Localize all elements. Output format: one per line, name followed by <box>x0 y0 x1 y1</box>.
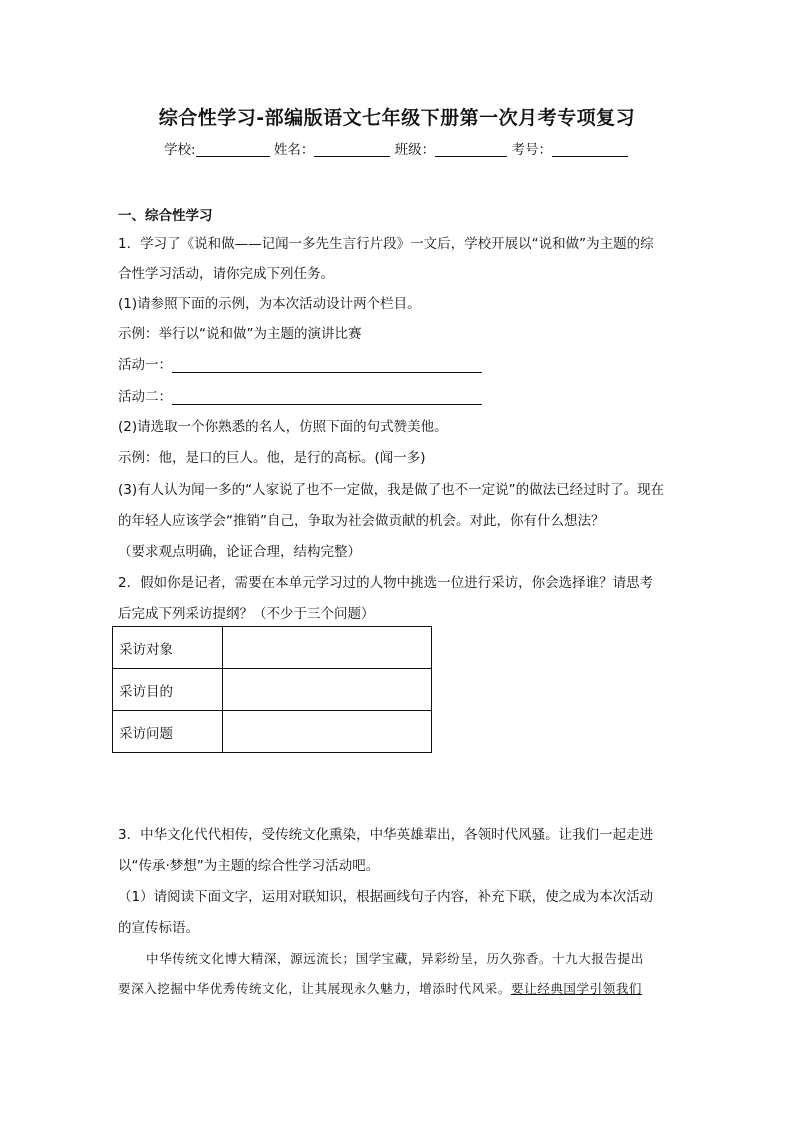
class-blank[interactable] <box>435 142 507 157</box>
table-answer-cell[interactable] <box>223 627 432 669</box>
section-heading: 一、综合性学习 <box>118 208 213 224</box>
passage-line2-plain: 要深入挖掘中华优秀传统文化，让其展现永久魅力，增添时代风采。 <box>118 981 512 996</box>
q3-sub1-line2: 的宣传标语。 <box>118 920 199 936</box>
activity1-row <box>118 353 482 373</box>
name-blank[interactable] <box>314 142 390 157</box>
school-blank[interactable] <box>196 142 270 157</box>
q1-text-line1: 1．学习了《说和做——记闻一多先生言行片段》一文后，学校开展以“说和做”为主题的综 <box>118 236 654 252</box>
exam-no-label: 考号： <box>511 142 552 158</box>
activity1-label: 活动一： <box>118 357 172 373</box>
q1-sub3-line1: (3)有人认为闻一多的“人家说了也不一定做，我是做了也不一定说”的做法已经过时了。现在 <box>118 482 665 498</box>
q1-example2: 示例：他，是口的巨人。他，是行的高标。(闻一多) <box>118 450 426 466</box>
table-label: 采访对象 <box>113 627 223 669</box>
q1-sub1: (1)请参照下面的示例，为本次活动设计两个栏目。 <box>118 296 421 312</box>
passage-line2 <box>118 979 642 997</box>
table-answer-cell[interactable] <box>223 669 432 711</box>
passage-underlined-sentence: 要让经典国学引领我们 <box>511 981 643 996</box>
q3-text-line2: 以“传承·梦想”为主题的综合性学习活动吧。 <box>118 858 380 874</box>
q3-text-line1: 3．中华文化代代相传，受传统文化熏染，中华英雄辈出，各领时代风骚。让我们一起走进 <box>118 827 654 843</box>
activity2-answer-line[interactable] <box>172 389 482 405</box>
table-row <box>113 669 432 711</box>
table-label: 采访问题 <box>113 711 223 753</box>
q1-text-line2: 合性学习活动，请你完成下列任务。 <box>118 266 334 282</box>
student-info-row <box>164 138 628 158</box>
table-label: 采访目的 <box>113 669 223 711</box>
q1-sub3-requirement: （要求观点明确，论证合理，结构完整） <box>118 544 361 560</box>
table-row <box>113 711 432 753</box>
q1-example1: 示例：举行以“说和做”为主题的演讲比赛 <box>118 326 362 342</box>
activity1-answer-line[interactable] <box>172 357 482 373</box>
class-label: 班级： <box>394 142 436 158</box>
school-label: 学校: <box>164 142 196 158</box>
q1-sub3-line2: 的年轻人应该学会“推销”自己，争取为社会做贡献的机会。对此，你有什么想法？ <box>118 513 605 529</box>
table-answer-cell[interactable] <box>223 711 432 753</box>
q2-text-line1: 2．假如你是记者，需要在本单元学习过的人物中挑选一位进行采访，你会选择谁？请思考 <box>118 575 654 591</box>
q2-text-line2: 后完成下列采访提纲？（不少于三个问题） <box>118 606 375 622</box>
page-title: 综合性学习-部编版语文七年级下册第一次月考专项复习 <box>158 107 636 129</box>
interview-outline-table <box>112 626 432 753</box>
activity2-label: 活动二： <box>118 389 172 405</box>
name-label: 姓名： <box>273 142 315 158</box>
q1-sub2: (2)请选取一个你熟悉的名人，仿照下面的句式赞美他。 <box>118 419 448 435</box>
passage-line1: 中华传统文化博大精深，源远流长；国学宝藏，异彩纷呈，历久弥香。十九大报告提出 <box>146 951 644 966</box>
q3-sub1-line1: （1）请阅读下面文字，运用对联知识，根据画线句子内容，补充下联，使之成为本次活动 <box>118 889 654 905</box>
table-row <box>113 627 432 669</box>
exam-no-blank[interactable] <box>552 142 628 157</box>
activity2-row <box>118 385 482 405</box>
